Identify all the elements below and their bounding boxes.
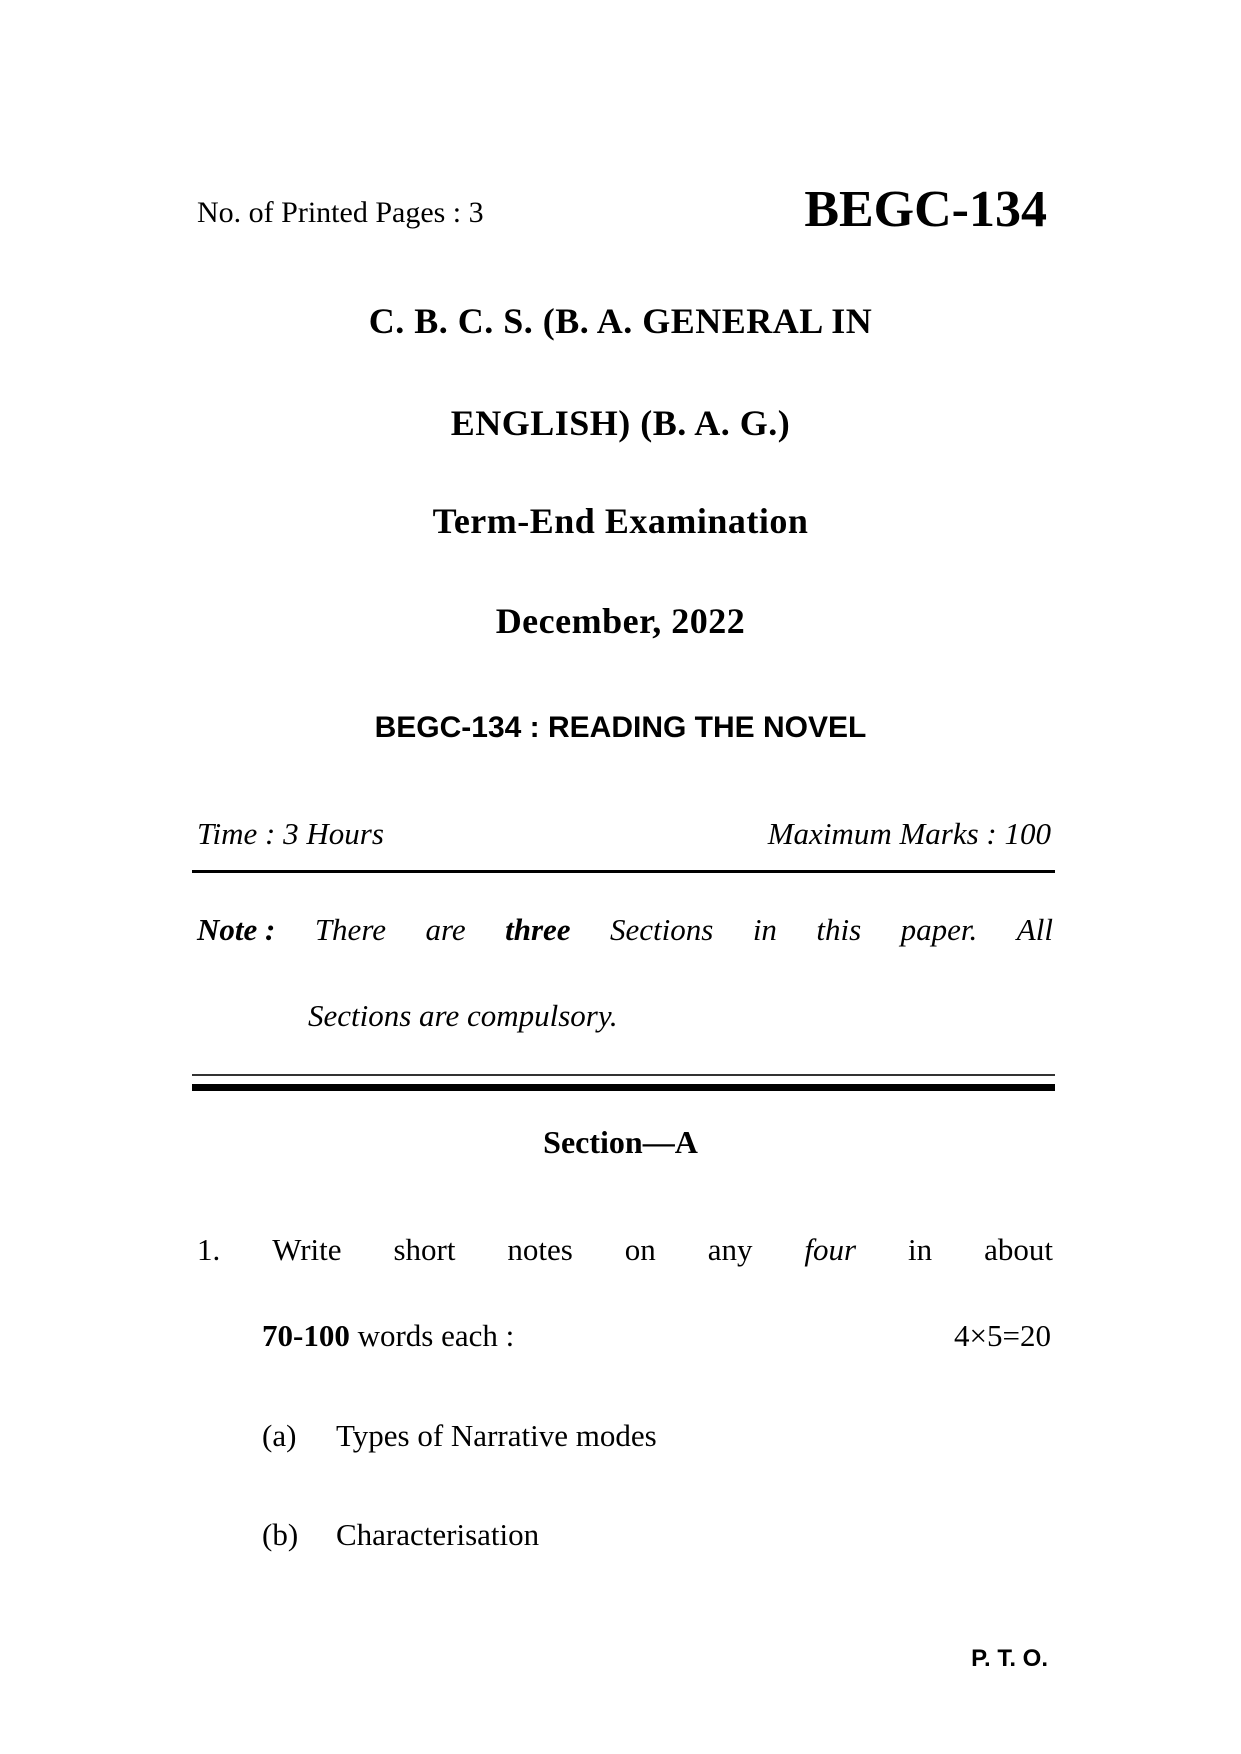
paper-title: BEGC-134 : READING THE NOVEL xyxy=(374,711,867,744)
note-word: All xyxy=(1016,912,1053,947)
question-word: in xyxy=(908,1232,933,1267)
subpart-text: Characterisation xyxy=(336,1517,540,1552)
question-word-limit xyxy=(262,1318,514,1354)
double-rule-thick xyxy=(192,1084,1055,1091)
programme-title-line2: ENGLISH) (B. A. G.) xyxy=(450,403,791,443)
question-1-line2 xyxy=(262,1318,1051,1354)
note-word: There xyxy=(314,912,386,947)
note-word: paper. xyxy=(900,912,978,947)
header-rule xyxy=(192,870,1055,873)
question-marks: 4×5=20 xyxy=(954,1318,1051,1353)
subpart-b xyxy=(262,1517,539,1553)
question-word: about xyxy=(984,1232,1053,1267)
note-label: Note : xyxy=(197,912,276,947)
question-word: Write xyxy=(272,1232,342,1267)
note-word: are xyxy=(425,912,466,947)
note-line2: Sections are compulsory. xyxy=(308,998,618,1033)
question-word: short xyxy=(393,1232,456,1267)
subpart-label: (a) xyxy=(262,1418,297,1453)
question-word: notes xyxy=(507,1232,573,1267)
time-allowed: Time : 3 Hours xyxy=(197,816,384,851)
please-turn-over: P. T. O. xyxy=(971,1645,1048,1672)
programme-title-line1: C. B. C. S. (B. A. GENERAL IN xyxy=(368,301,873,341)
word-range: 70-100 xyxy=(262,1318,350,1353)
note-word: Sections xyxy=(610,912,714,947)
note-word: this xyxy=(816,912,862,947)
maximum-marks: Maximum Marks : 100 xyxy=(767,816,1051,851)
question-word-emphasis: four xyxy=(804,1232,857,1267)
exam-title: Term-End Examination xyxy=(432,501,809,541)
exam-date: December, 2022 xyxy=(495,601,746,641)
subpart-a xyxy=(262,1418,657,1454)
section-a-title: Section—A xyxy=(543,1124,698,1160)
note-line1 xyxy=(197,912,1053,948)
question-word: any xyxy=(707,1232,753,1267)
note-word: in xyxy=(752,912,777,947)
subpart-label: (b) xyxy=(262,1517,299,1552)
word-limit-text: words each : xyxy=(349,1318,515,1353)
question-word: on xyxy=(624,1232,656,1267)
double-rule-thin xyxy=(192,1074,1055,1076)
question-number: 1. xyxy=(197,1232,221,1267)
printed-pages-count: No. of Printed Pages : 3 xyxy=(197,196,484,229)
note-word-emphasis: three xyxy=(505,912,571,947)
course-code: BEGC-134 xyxy=(804,181,1047,238)
question-1-line1 xyxy=(197,1232,1053,1268)
subpart-text: Types of Narrative modes xyxy=(336,1418,657,1453)
